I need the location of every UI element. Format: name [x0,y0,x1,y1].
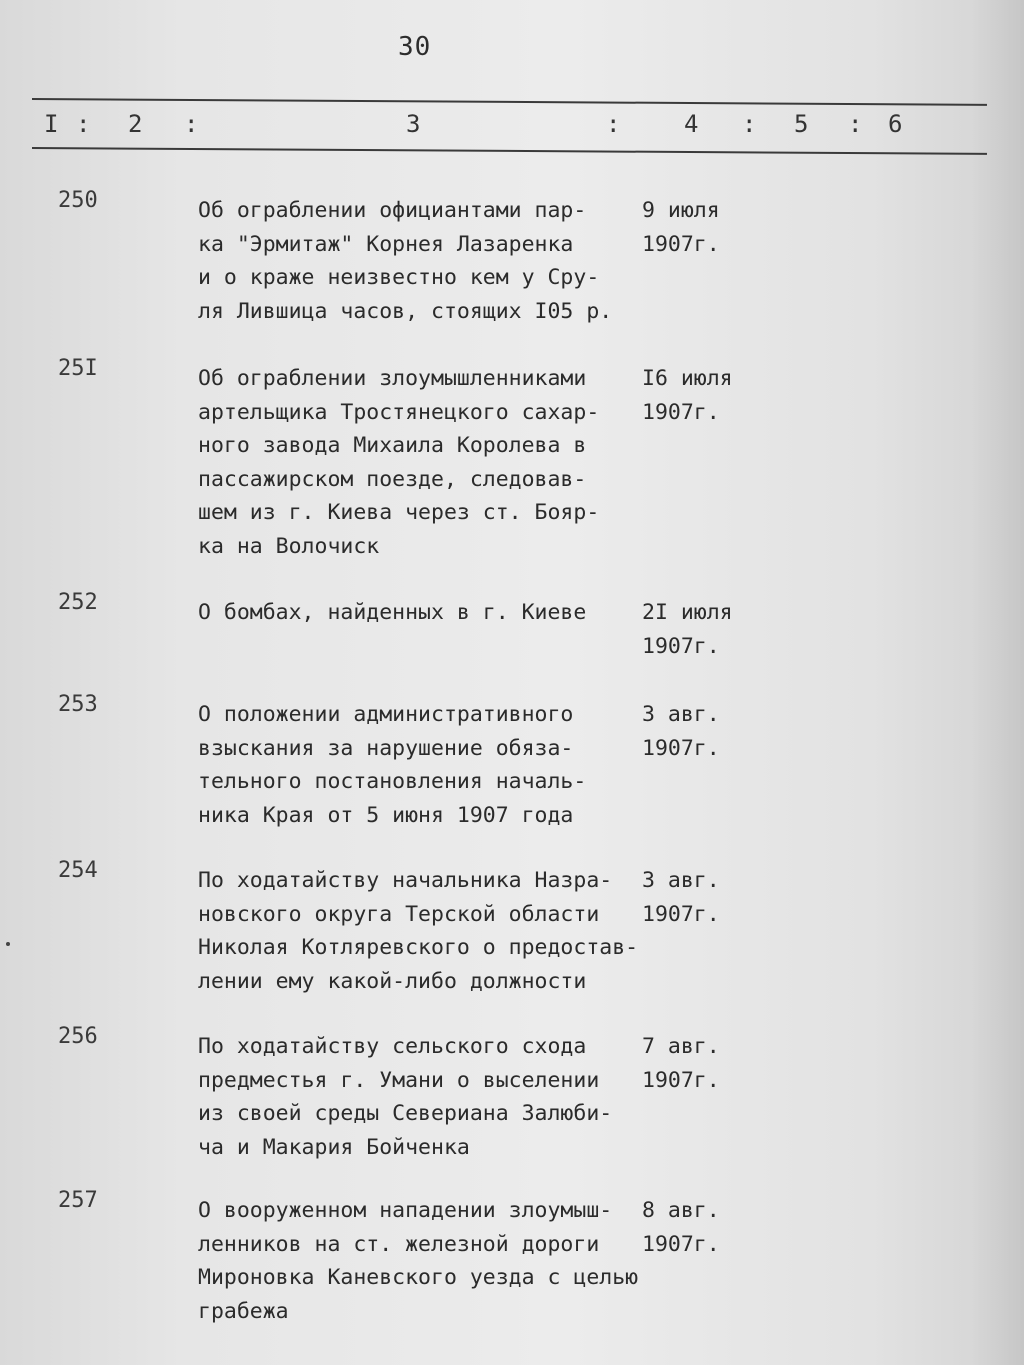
entry-date-year: 1907г. [642,231,720,257]
entry-title-line: пассажирском поезде, следовав- [198,466,587,492]
entry-date-day: 3 авг. [642,868,720,893]
show-through-trace [196,338,976,362]
entry-title-line: грабежа [198,1298,289,1324]
entry-title-line: взыскания за нарушение обяза- [198,735,574,761]
entry-date-year: 1907г. [642,633,720,659]
entry-title-line: новского округа Терской области [198,901,600,927]
header-separator: : [848,110,863,138]
entry-title-line: ного завода Михаила Королева в [198,433,587,458]
entry-title-line: О положении административного [198,702,574,727]
entry-number: 254 [58,858,98,883]
entry-number: 250 [58,188,98,213]
entry-title [198,1030,648,1164]
entry-date-year: 1907г. [642,901,720,927]
header-col-3: 3 [406,110,421,138]
entry-date-day: 2I июля [642,600,733,625]
entry-title [198,194,648,328]
table-header-bottom-rule [32,147,987,155]
entry-title [198,596,648,630]
entry-title [198,1194,648,1328]
entry-title-line: ника Края от 5 июня 1907 года [198,802,574,828]
entry-title-line: ча и Макария Бойченка [198,1134,470,1160]
entry-date-year: 1907г. [642,1231,720,1257]
entry-number: 25I [58,356,98,381]
entry-title-line: и о краже неизвестно кем у Сру- [198,265,600,290]
entry-title-line: Мироновка Каневского уезда с целью [198,1265,639,1290]
entry-date-day: 3 авг. [642,702,720,727]
entry-title-line: ленников на ст. железной дороги [198,1231,600,1257]
entry-date [642,194,720,261]
entry-title-line: из своей среды Севериана Залюби- [198,1101,613,1126]
entry-date [642,596,733,663]
ink-speck [6,942,10,946]
entry-title [198,864,648,998]
show-through-trace [196,838,976,862]
header-col-5: 5 [794,110,809,138]
header-separator: : [606,110,621,138]
header-col-6: 6 [888,110,903,138]
header-separator: : [76,110,91,138]
entry-number: 256 [58,1024,98,1049]
header-separator: : [184,110,199,138]
entry-title-line: ка "Эрмитаж" Корнея Лазаренка [198,231,574,257]
entry-title-line: О вооруженном нападении злоумыш- [198,1198,613,1223]
entry-title-line: По ходатайству сельского схода [198,1034,587,1059]
entry-title-line: артельщика Тростянецкого сахар- [198,399,600,425]
entry-number: 253 [58,692,98,717]
entry-title-line: Николая Котляревского о предостав- [198,935,639,960]
table-header-top-rule [32,98,987,106]
entry-title-line: шем из г. Киева через ст. Бояр- [198,500,600,525]
page-number: 30 [398,32,432,62]
entry-date [642,1194,720,1261]
entry-date-year: 1907г. [642,1067,720,1093]
entry-date [642,1030,720,1097]
entry-title-line: лении ему какой-либо должности [198,968,587,994]
entry-title-line: Об ограблении официантами пар- [198,198,587,223]
entry-title-line: Об ограблении злоумышленниками [198,366,587,391]
entry-title-line: тельного постановления началь- [198,769,587,794]
header-separator: : [742,110,757,138]
entry-title-line: О бомбах, найденных в г. Киеве [198,600,587,625]
entry-title-line: ка на Волочиск [198,533,380,559]
entry-title-line: ля Лившица часов, стоящих I05 р. [198,298,613,324]
entry-title-line: По ходатайству начальника Назра- [198,868,613,893]
entry-date-day: 8 авг. [642,1198,720,1223]
entry-number: 252 [58,590,98,615]
header-col-1: I [44,110,59,138]
entry-title [198,698,648,832]
entry-title [198,362,648,563]
entry-date [642,362,733,429]
entry-number: 257 [58,1188,98,1213]
entry-title-line: предместья г. Умани о выселении [198,1067,600,1093]
entry-date-year: 1907г. [642,399,720,425]
show-through-trace [196,672,976,696]
header-col-2: 2 [128,110,143,138]
entry-date-day: I6 июля [642,366,733,391]
page-edge-shadow [972,0,1024,1365]
entry-date [642,864,720,931]
header-col-4: 4 [684,110,699,138]
entry-date [642,698,720,765]
entry-date-year: 1907г. [642,735,720,761]
entry-date-day: 9 июля [642,198,720,223]
entry-date-day: 7 авг. [642,1034,720,1059]
